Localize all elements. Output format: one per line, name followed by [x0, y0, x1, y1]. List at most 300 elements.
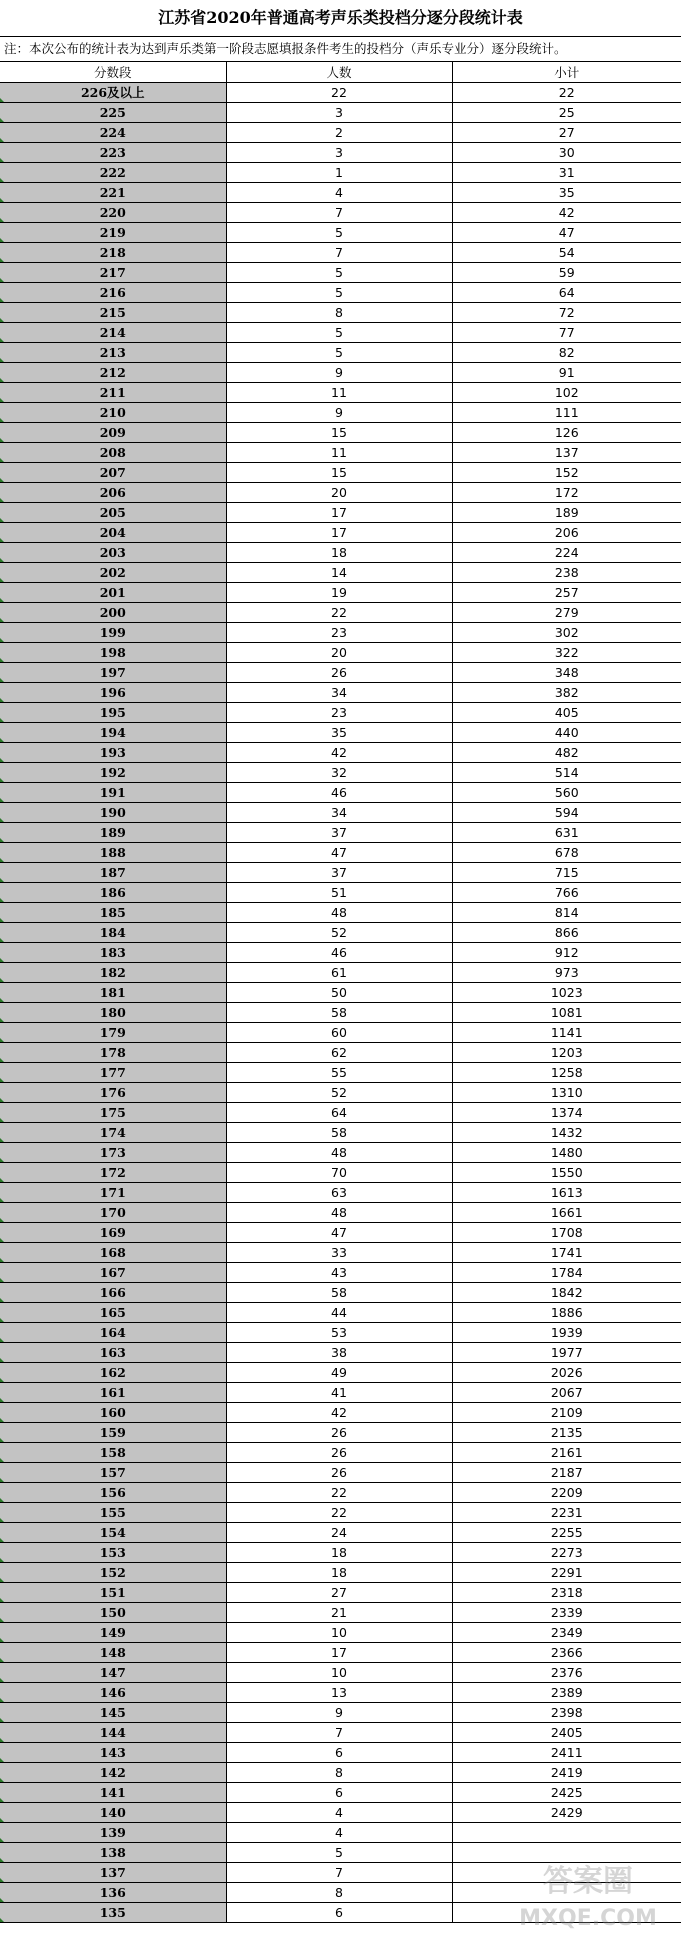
count-cell: 48 [226, 1143, 452, 1163]
count-cell: 51 [226, 883, 452, 903]
cumulative-cell: 42 [452, 203, 681, 223]
cumulative-cell: 189 [452, 503, 681, 523]
cumulative-cell: 279 [452, 603, 681, 623]
table-header-row [0, 62, 681, 83]
cumulative-cell: 912 [452, 943, 681, 963]
score-band-cell: 141 [0, 1783, 226, 1803]
table-row [0, 683, 681, 703]
cumulative-cell: 1784 [452, 1263, 681, 1283]
count-cell: 4 [226, 1823, 452, 1843]
cumulative-cell: 126 [452, 423, 681, 443]
count-cell: 20 [226, 483, 452, 503]
score-band-cell: 202 [0, 563, 226, 583]
count-cell: 17 [226, 523, 452, 543]
score-band-cell: 173 [0, 1143, 226, 1163]
table-row [0, 363, 681, 383]
table-row [0, 783, 681, 803]
table-row [0, 1463, 681, 1483]
table-row [0, 1903, 681, 1923]
table-row [0, 1223, 681, 1243]
cumulative-cell: 2376 [452, 1663, 681, 1683]
table-row [0, 1443, 681, 1463]
count-cell: 32 [226, 763, 452, 783]
cumulative-cell: 2398 [452, 1703, 681, 1723]
table-row [0, 1823, 681, 1843]
cumulative-cell: 348 [452, 663, 681, 683]
cumulative-cell: 27 [452, 123, 681, 143]
score-band-cell: 148 [0, 1643, 226, 1663]
score-band-cell: 150 [0, 1603, 226, 1623]
cumulative-cell: 1258 [452, 1063, 681, 1083]
score-band-cell: 198 [0, 643, 226, 663]
cumulative-cell: 631 [452, 823, 681, 843]
score-band-cell: 136 [0, 1883, 226, 1903]
table-row [0, 583, 681, 603]
score-band-cell: 193 [0, 743, 226, 763]
cumulative-cell: 482 [452, 743, 681, 763]
count-cell: 18 [226, 1563, 452, 1583]
table-row [0, 283, 681, 303]
table-row [0, 1063, 681, 1083]
table-row [0, 563, 681, 583]
cumulative-cell: 1886 [452, 1303, 681, 1323]
score-band-cell: 186 [0, 883, 226, 903]
score-band-cell: 199 [0, 623, 226, 643]
score-band-cell: 221 [0, 183, 226, 203]
count-cell: 42 [226, 743, 452, 763]
cumulative-cell: 1939 [452, 1323, 681, 1343]
score-band-cell: 160 [0, 1403, 226, 1423]
table-row [0, 1883, 681, 1903]
cumulative-cell: 382 [452, 683, 681, 703]
count-cell: 15 [226, 423, 452, 443]
score-band-cell: 151 [0, 1583, 226, 1603]
svg-text:MXQE.COM: MXQE.COM [519, 1906, 657, 1931]
table-row [0, 1763, 681, 1783]
count-cell: 7 [226, 1723, 452, 1743]
cumulative-cell: 1480 [452, 1143, 681, 1163]
count-cell: 8 [226, 303, 452, 323]
score-band-cell: 208 [0, 443, 226, 463]
score-band-cell: 164 [0, 1323, 226, 1343]
score-band-cell: 182 [0, 963, 226, 983]
score-band-cell: 213 [0, 343, 226, 363]
cumulative-cell: 2419 [452, 1763, 681, 1783]
cumulative-cell: 22 [452, 83, 681, 103]
count-cell: 64 [226, 1103, 452, 1123]
table-row [0, 923, 681, 943]
score-band-cell: 144 [0, 1723, 226, 1743]
score-band-cell: 214 [0, 323, 226, 343]
page-title: 江苏省2020年普通高考声乐类投档分逐分段统计表 [0, 0, 681, 37]
count-cell: 37 [226, 863, 452, 883]
table-row [0, 1103, 681, 1123]
score-band-cell: 222 [0, 163, 226, 183]
cumulative-cell: 257 [452, 583, 681, 603]
count-cell: 24 [226, 1523, 452, 1543]
count-cell: 6 [226, 1903, 452, 1923]
count-cell: 5 [226, 283, 452, 303]
count-cell: 22 [226, 1483, 452, 1503]
count-cell: 5 [226, 263, 452, 283]
cumulative-cell: 302 [452, 623, 681, 643]
score-band-cell: 162 [0, 1363, 226, 1383]
table-row [0, 1503, 681, 1523]
table-row [0, 1183, 681, 1203]
count-cell: 3 [226, 103, 452, 123]
cumulative-cell: 2109 [452, 1403, 681, 1423]
cumulative-cell: 25 [452, 103, 681, 123]
cumulative-cell: 77 [452, 323, 681, 343]
score-band-cell: 153 [0, 1543, 226, 1563]
cumulative-cell: 54 [452, 243, 681, 263]
table-row [0, 263, 681, 283]
cumulative-cell: 35 [452, 183, 681, 203]
score-band-cell: 181 [0, 983, 226, 1003]
cumulative-cell: 1708 [452, 1223, 681, 1243]
table-row [0, 423, 681, 443]
score-band-cell: 184 [0, 923, 226, 943]
count-cell: 37 [226, 823, 452, 843]
table-row [0, 843, 681, 863]
table-row [0, 963, 681, 983]
score-band-cell: 161 [0, 1383, 226, 1403]
score-band-cell: 139 [0, 1823, 226, 1843]
table-row [0, 243, 681, 263]
count-cell: 8 [226, 1763, 452, 1783]
score-band-cell: 225 [0, 103, 226, 123]
table-row [0, 1123, 681, 1143]
table-row [0, 863, 681, 883]
score-band-cell: 158 [0, 1443, 226, 1463]
score-band-cell: 159 [0, 1423, 226, 1443]
score-band-cell: 168 [0, 1243, 226, 1263]
score-band-cell: 171 [0, 1183, 226, 1203]
count-cell: 48 [226, 903, 452, 923]
cumulative-cell [452, 1883, 681, 1903]
count-cell: 20 [226, 643, 452, 663]
cumulative-cell: 678 [452, 843, 681, 863]
table-row [0, 443, 681, 463]
score-band-cell: 224 [0, 123, 226, 143]
table-row [0, 183, 681, 203]
cumulative-cell: 137 [452, 443, 681, 463]
score-band-cell: 176 [0, 1083, 226, 1103]
score-band-cell: 223 [0, 143, 226, 163]
count-cell: 44 [226, 1303, 452, 1323]
table-row [0, 803, 681, 823]
cumulative-cell: 814 [452, 903, 681, 923]
cumulative-cell [452, 1823, 681, 1843]
header-cumulative: 小计 [452, 62, 681, 83]
table-row [0, 623, 681, 643]
table-row [0, 1623, 681, 1643]
cumulative-cell: 405 [452, 703, 681, 723]
score-band-cell: 169 [0, 1223, 226, 1243]
count-cell: 62 [226, 1043, 452, 1063]
count-cell: 21 [226, 1603, 452, 1623]
cumulative-cell: 2067 [452, 1383, 681, 1403]
table-row [0, 123, 681, 143]
count-cell: 13 [226, 1683, 452, 1703]
score-band-cell: 194 [0, 723, 226, 743]
count-cell: 6 [226, 1783, 452, 1803]
count-cell: 26 [226, 663, 452, 683]
cumulative-cell: 2405 [452, 1723, 681, 1743]
table-row [0, 1523, 681, 1543]
count-cell: 38 [226, 1343, 452, 1363]
table-row [0, 1083, 681, 1103]
table-row [0, 1543, 681, 1563]
table-body [0, 83, 681, 1923]
count-cell: 15 [226, 463, 452, 483]
count-cell: 35 [226, 723, 452, 743]
cumulative-cell: 2273 [452, 1543, 681, 1563]
score-band-cell: 195 [0, 703, 226, 723]
count-cell: 46 [226, 943, 452, 963]
count-cell: 4 [226, 183, 452, 203]
table-row [0, 1643, 681, 1663]
score-band-cell: 216 [0, 283, 226, 303]
table-row [0, 143, 681, 163]
score-band-cell: 175 [0, 1103, 226, 1123]
score-band-cell: 204 [0, 523, 226, 543]
count-cell: 14 [226, 563, 452, 583]
score-band-cell: 142 [0, 1763, 226, 1783]
score-band-cell: 157 [0, 1463, 226, 1483]
cumulative-cell [452, 1843, 681, 1863]
score-band-cell: 210 [0, 403, 226, 423]
cumulative-cell: 2366 [452, 1643, 681, 1663]
cumulative-cell: 2349 [452, 1623, 681, 1643]
table-row [0, 103, 681, 123]
table-row [0, 1163, 681, 1183]
table-row [0, 663, 681, 683]
table-row [0, 303, 681, 323]
count-cell: 5 [226, 343, 452, 363]
score-band-cell: 179 [0, 1023, 226, 1043]
table-row [0, 1863, 681, 1883]
count-cell: 46 [226, 783, 452, 803]
count-cell: 5 [226, 323, 452, 343]
table-row [0, 883, 681, 903]
score-band-cell: 163 [0, 1343, 226, 1363]
table-row [0, 1283, 681, 1303]
cumulative-cell: 440 [452, 723, 681, 743]
cumulative-cell: 1842 [452, 1283, 681, 1303]
table-row [0, 1783, 681, 1803]
count-cell: 6 [226, 1743, 452, 1763]
count-cell: 17 [226, 1643, 452, 1663]
cumulative-cell: 1081 [452, 1003, 681, 1023]
cumulative-cell: 224 [452, 543, 681, 563]
count-cell: 52 [226, 923, 452, 943]
score-band-cell: 174 [0, 1123, 226, 1143]
table-row [0, 1003, 681, 1023]
score-band-cell: 180 [0, 1003, 226, 1023]
cumulative-cell: 973 [452, 963, 681, 983]
cumulative-cell: 1741 [452, 1243, 681, 1263]
score-band-cell: 207 [0, 463, 226, 483]
count-cell: 47 [226, 843, 452, 863]
count-cell: 55 [226, 1063, 452, 1083]
table-row [0, 1403, 681, 1423]
table-row [0, 223, 681, 243]
cumulative-cell: 2231 [452, 1503, 681, 1523]
cumulative-cell: 111 [452, 403, 681, 423]
count-cell: 7 [226, 203, 452, 223]
count-cell: 34 [226, 683, 452, 703]
count-cell: 42 [226, 1403, 452, 1423]
cumulative-cell: 1310 [452, 1083, 681, 1103]
score-band-cell: 166 [0, 1283, 226, 1303]
count-cell: 23 [226, 703, 452, 723]
score-band-cell: 177 [0, 1063, 226, 1083]
table-row [0, 1563, 681, 1583]
cumulative-cell: 766 [452, 883, 681, 903]
table-row [0, 743, 681, 763]
score-band-cell: 211 [0, 383, 226, 403]
cumulative-cell: 72 [452, 303, 681, 323]
table-row [0, 983, 681, 1003]
table-row [0, 1263, 681, 1283]
cumulative-cell: 514 [452, 763, 681, 783]
score-band-cell: 149 [0, 1623, 226, 1643]
table-row [0, 343, 681, 363]
count-cell: 4 [226, 1803, 452, 1823]
header-count: 人数 [226, 62, 452, 83]
count-cell: 18 [226, 1543, 452, 1563]
score-band-cell: 226及以上 [0, 83, 226, 103]
cumulative-cell: 2318 [452, 1583, 681, 1603]
score-band-cell: 197 [0, 663, 226, 683]
table-row [0, 383, 681, 403]
table-row [0, 1703, 681, 1723]
score-band-cell: 206 [0, 483, 226, 503]
count-cell: 22 [226, 83, 452, 103]
score-band-cell: 200 [0, 603, 226, 623]
count-cell: 7 [226, 243, 452, 263]
table-row [0, 1423, 681, 1443]
score-band-cell: 183 [0, 943, 226, 963]
cumulative-cell [452, 1863, 681, 1883]
table-row [0, 643, 681, 663]
table-row [0, 1323, 681, 1343]
table-row [0, 463, 681, 483]
cumulative-cell: 1977 [452, 1343, 681, 1363]
count-cell: 22 [226, 603, 452, 623]
cumulative-cell: 2389 [452, 1683, 681, 1703]
table-row [0, 823, 681, 843]
svg-text:答案圈: 答案圈 [543, 1864, 633, 1899]
score-band-cell: 172 [0, 1163, 226, 1183]
count-cell: 3 [226, 143, 452, 163]
cumulative-cell: 238 [452, 563, 681, 583]
count-cell: 26 [226, 1463, 452, 1483]
score-band-cell: 215 [0, 303, 226, 323]
score-band-cell: 147 [0, 1663, 226, 1683]
count-cell: 19 [226, 583, 452, 603]
cumulative-cell: 206 [452, 523, 681, 543]
table-row [0, 83, 681, 103]
count-cell: 5 [226, 1843, 452, 1863]
table-row [0, 523, 681, 543]
cumulative-cell: 1550 [452, 1163, 681, 1183]
cumulative-cell: 2187 [452, 1463, 681, 1483]
table-row [0, 1683, 681, 1703]
score-band-cell: 191 [0, 783, 226, 803]
count-cell: 58 [226, 1003, 452, 1023]
table-row [0, 1803, 681, 1823]
score-band-cell: 135 [0, 1903, 226, 1923]
score-band-cell: 209 [0, 423, 226, 443]
score-band-cell: 218 [0, 243, 226, 263]
table-row [0, 1383, 681, 1403]
cumulative-cell: 102 [452, 383, 681, 403]
table-row [0, 203, 681, 223]
score-band-cell: 219 [0, 223, 226, 243]
count-cell: 10 [226, 1663, 452, 1683]
cumulative-cell: 322 [452, 643, 681, 663]
count-cell: 61 [226, 963, 452, 983]
count-cell: 34 [226, 803, 452, 823]
count-cell: 18 [226, 543, 452, 563]
cumulative-cell: 64 [452, 283, 681, 303]
cumulative-cell: 30 [452, 143, 681, 163]
count-cell: 2 [226, 123, 452, 143]
score-band-cell: 196 [0, 683, 226, 703]
cumulative-cell: 2161 [452, 1443, 681, 1463]
count-cell: 60 [226, 1023, 452, 1043]
score-band-cell: 167 [0, 1263, 226, 1283]
count-cell: 53 [226, 1323, 452, 1343]
score-band-cell: 165 [0, 1303, 226, 1323]
score-band-cell: 140 [0, 1803, 226, 1823]
table-row [0, 163, 681, 183]
count-cell: 9 [226, 1703, 452, 1723]
cumulative-cell: 866 [452, 923, 681, 943]
cumulative-cell: 715 [452, 863, 681, 883]
score-band-cell: 201 [0, 583, 226, 603]
table-row [0, 903, 681, 923]
count-cell: 10 [226, 1623, 452, 1643]
score-band-cell: 188 [0, 843, 226, 863]
cumulative-cell: 2339 [452, 1603, 681, 1623]
cumulative-cell: 1203 [452, 1043, 681, 1063]
count-cell: 7 [226, 1863, 452, 1883]
table-row [0, 503, 681, 523]
count-cell: 11 [226, 443, 452, 463]
cumulative-cell: 2255 [452, 1523, 681, 1543]
cumulative-cell: 2425 [452, 1783, 681, 1803]
count-cell: 23 [226, 623, 452, 643]
score-band-cell: 220 [0, 203, 226, 223]
cumulative-cell: 1023 [452, 983, 681, 1003]
score-band-cell: 203 [0, 543, 226, 563]
score-band-cell: 154 [0, 1523, 226, 1543]
table-row [0, 1243, 681, 1263]
count-cell: 70 [226, 1163, 452, 1183]
score-band-cell: 212 [0, 363, 226, 383]
count-cell: 58 [226, 1123, 452, 1143]
count-cell: 9 [226, 363, 452, 383]
cumulative-cell [452, 1903, 681, 1923]
table-note: 注：本次公布的统计表为达到声乐类第一阶段志愿填报条件考生的投档分（声乐专业分）逐分段统计。 [0, 37, 681, 62]
score-band-cell: 145 [0, 1703, 226, 1723]
score-band-cell: 146 [0, 1683, 226, 1703]
table-row [0, 1043, 681, 1063]
table-row [0, 1023, 681, 1043]
